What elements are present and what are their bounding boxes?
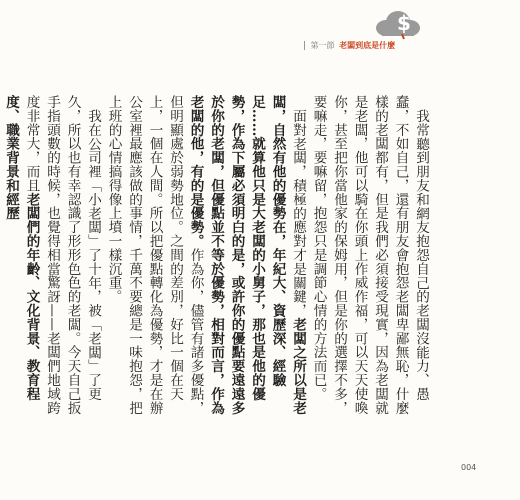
paragraph-text: 我常聽到朋友和網友抱怨自己的老闆沒能力、愚蠢，不如自己，還有朋友會抱怨老闆卑鄙無恥，什麼樣的老闆都有，但是我們必須接受現實，因為老闆就是老闆，他可以騎在你頭上作威作福，可以天天使喚你，甚至把你當他家的保姆用，但是你的選擇不多，要嘛走，要嘛留，抱怨只是調節心情的方法而已。 <box>310 95 429 415</box>
paragraph-bold-text: 老闆們的年齡、文化背景、教育程度、職業背景和經歷 <box>3 95 40 401</box>
paragraph-2 <box>103 95 308 425</box>
paragraph-bold-text: 老闆之所以是老闆，自然有他的優勢 <box>269 95 306 415</box>
vertical-body-text <box>1 95 432 425</box>
paragraph-text: 我在公司裡「小老闆」了十年，被「老闆」了更久，所以也有幸認識了形形色色的老闆。今天自己扳手指頭數的時候，也覺得相當驚訝——老闆們地域跨度非常大，而且 <box>23 95 101 415</box>
paragraph-text: 作為你，儘管有諸多優點，但明顯處於弱勢地位。之間的差別，好比一個在天上，一個在人間。所以把優點轉化為優勢，才是在辦公室裡最應該做的事情，千萬不要總是一味抱怨，把上班的心情搞得像上墳一樣沉重。 <box>105 95 204 415</box>
paragraph-1 <box>308 95 431 425</box>
paragraph-3 <box>1 95 104 425</box>
chapter-label: 第一節 <box>310 41 335 50</box>
header-divider <box>304 41 305 50</box>
page-number: 004 <box>461 463 477 472</box>
chapter-title: 老闆到底是什麼 <box>339 41 396 50</box>
running-header <box>304 39 424 53</box>
dollar-sign-icon: $ <box>397 11 411 35</box>
paragraph-text: 面對老闆，積極的應對才是關鍵， <box>290 108 306 318</box>
paragraph-bold-text: 在，年紀大、資歷深、經驗足……就算他只是大老闆的小舅子，那也是他的優勢，作為下屬必須明白的是，或許你的優點要遠遠多於你的老闆，但優點並不等於優勢，相對而言，作為老闆的他，有的是優勢。 <box>187 95 286 415</box>
